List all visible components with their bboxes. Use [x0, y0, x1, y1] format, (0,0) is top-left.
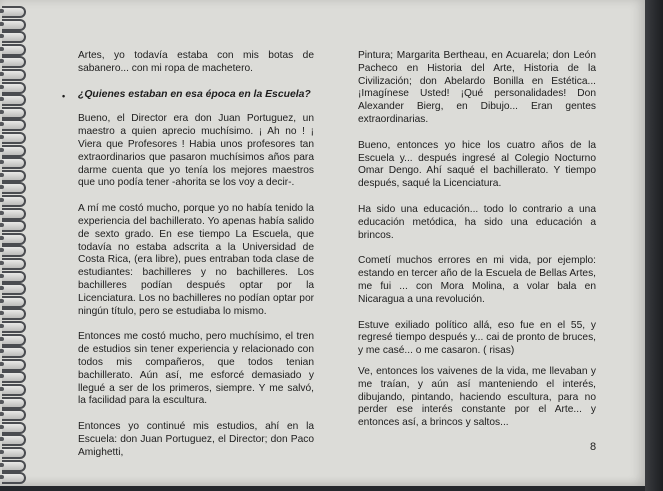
binding-ring	[2, 69, 26, 81]
right-paragraph-2: Bueno, entonces yo hice los cuatro años de la Escuela y... después ingresé al Colegio Nocturno Omar Dengo. Ahí saqué el bachillerato. Y tiempo después, saqué la Licenciatura.	[358, 139, 596, 190]
binding-ring	[2, 434, 26, 446]
binding-ring	[2, 94, 26, 106]
left-paragraph-1: Artes, yo todavía estaba con mis botas de sabanero... con mi ropa de machetero.	[78, 50, 314, 74]
section-question-heading	[62, 88, 314, 102]
binding-ring	[2, 397, 26, 409]
binding-ring	[2, 6, 26, 18]
binding-ring	[2, 56, 26, 68]
binding-ring	[2, 308, 26, 320]
binding-ring	[2, 245, 26, 257]
binding-ring	[2, 31, 26, 43]
binding-ring	[2, 409, 26, 421]
binding-ring	[2, 422, 26, 434]
left-paragraph-2: Bueno, el Director era don Juan Portuguez, un maestro a quien aprecio muchísimo. ¡ Ah no ! ¡ Viera que Profesores ! Habia unos profesores tan extraordinarios que pasaron muchísimos años para darme cuenta que yo tenía los mejores maestros que uno podía tener -ahorita se los voy a decir-.	[78, 113, 314, 189]
binding-ring	[2, 220, 26, 232]
right-paragraph-6: Ve, entonces los vaivenes de la vida, me llevaban y me traían, y aún así manteniendo el interés, dibujando, pintando, haciendo escultura, para no perder ese interés constante por el Arte... y entonces así, a brincos y saltos...	[358, 365, 596, 429]
left-paragraph-5: Entonces yo continué mis estudios, ahí en la Escuela: don Juan Portuguez, el Director; don Paco Amighetti,	[78, 421, 314, 458]
binding-ring	[2, 119, 26, 131]
right-paragraph-4: Cometí muchos errores en mi vida, por ejemplo: estando en tercer año de la Escuela de Bellas Artes, me fui ... con Mora Molina, a volar bala en Nicaragua a una revolución.	[358, 255, 596, 305]
binding-ring	[2, 182, 26, 194]
binding-ring	[2, 19, 26, 31]
binding-ring	[2, 283, 26, 295]
left-text-column	[62, 50, 314, 473]
question-heading-text: ¿Quienes estaban en esa época en la Escuela?	[78, 88, 311, 100]
binding-ring	[2, 321, 26, 333]
left-paragraph-4: Entonces me costó mucho, pero muchísimo, el tren de estudios sin tener experiencia y relacionado con todos mis compañeros, que todos tenian bachillerato. Aún así, me esforcé demasiado y llegué a ser de los primeros, siempre. Y me salvó, la facilidad para la escultura.	[78, 331, 314, 407]
left-paragraph-3: A mí me costó mucho, porque yo no había tenido la experiencia del bachillerato. Yo apenas había salido de sexto grado. En ese tiempo La Escuela, que todavía no estaba adscrita a la Universidad de Costa Rica, (era libre), pues entraban toda clase de estudiantes: bachilleres y no bachilleres. Los bachilleres podían después optar por la Licenciatura. Los no bachilleres no podían optar por ningún título, pero se estudiaba lo mismo.	[78, 203, 314, 317]
right-paragraph-1: Pintura; Margarita Bertheau, en Acuarela; don León Pacheco en Historia del Arte, Historia de la Civilización; don Abelardo Bonilla en Estética... ¡Imagínese Usted! ¡Qué personalidades! Don Alexander Bierg, en Dibujo... Eran gentes extraordinarias.	[358, 50, 596, 125]
binding-ring	[2, 82, 26, 94]
binding-ring	[2, 346, 26, 358]
binding-ring	[2, 384, 26, 396]
binding-ring	[2, 460, 26, 472]
binding-ring	[2, 44, 26, 56]
binding-ring	[2, 258, 26, 270]
binding-ring	[2, 271, 26, 283]
binding-ring	[2, 233, 26, 245]
binding-ring	[2, 195, 26, 207]
binding-ring	[2, 296, 26, 308]
binding-ring	[2, 472, 26, 484]
binding-ring	[2, 157, 26, 169]
binding-ring	[2, 359, 26, 371]
binding-ring	[2, 132, 26, 144]
binding-ring	[2, 334, 26, 346]
page-shadow-edge	[645, 0, 663, 491]
binding-ring	[2, 145, 26, 157]
binding-ring	[2, 371, 26, 383]
binding-ring	[2, 107, 26, 119]
page-number: 8	[590, 441, 597, 453]
binding-ring	[2, 208, 26, 220]
binding-ring	[2, 170, 26, 182]
right-paragraph-5: Estuve exiliado político allá, eso fue en el 55, y regresé tiempo después y... cai de pronto de bruces, y me casé... o me casaron. ( risas)	[358, 319, 596, 357]
right-text-column	[358, 50, 596, 443]
right-paragraph-3: Ha sido una educación... todo lo contrario a una educación metódica, ha sido una educación a brincos.	[358, 203, 596, 241]
spiral-binding	[0, 0, 30, 486]
bullet-icon: •	[62, 90, 66, 101]
binding-ring	[2, 447, 26, 459]
